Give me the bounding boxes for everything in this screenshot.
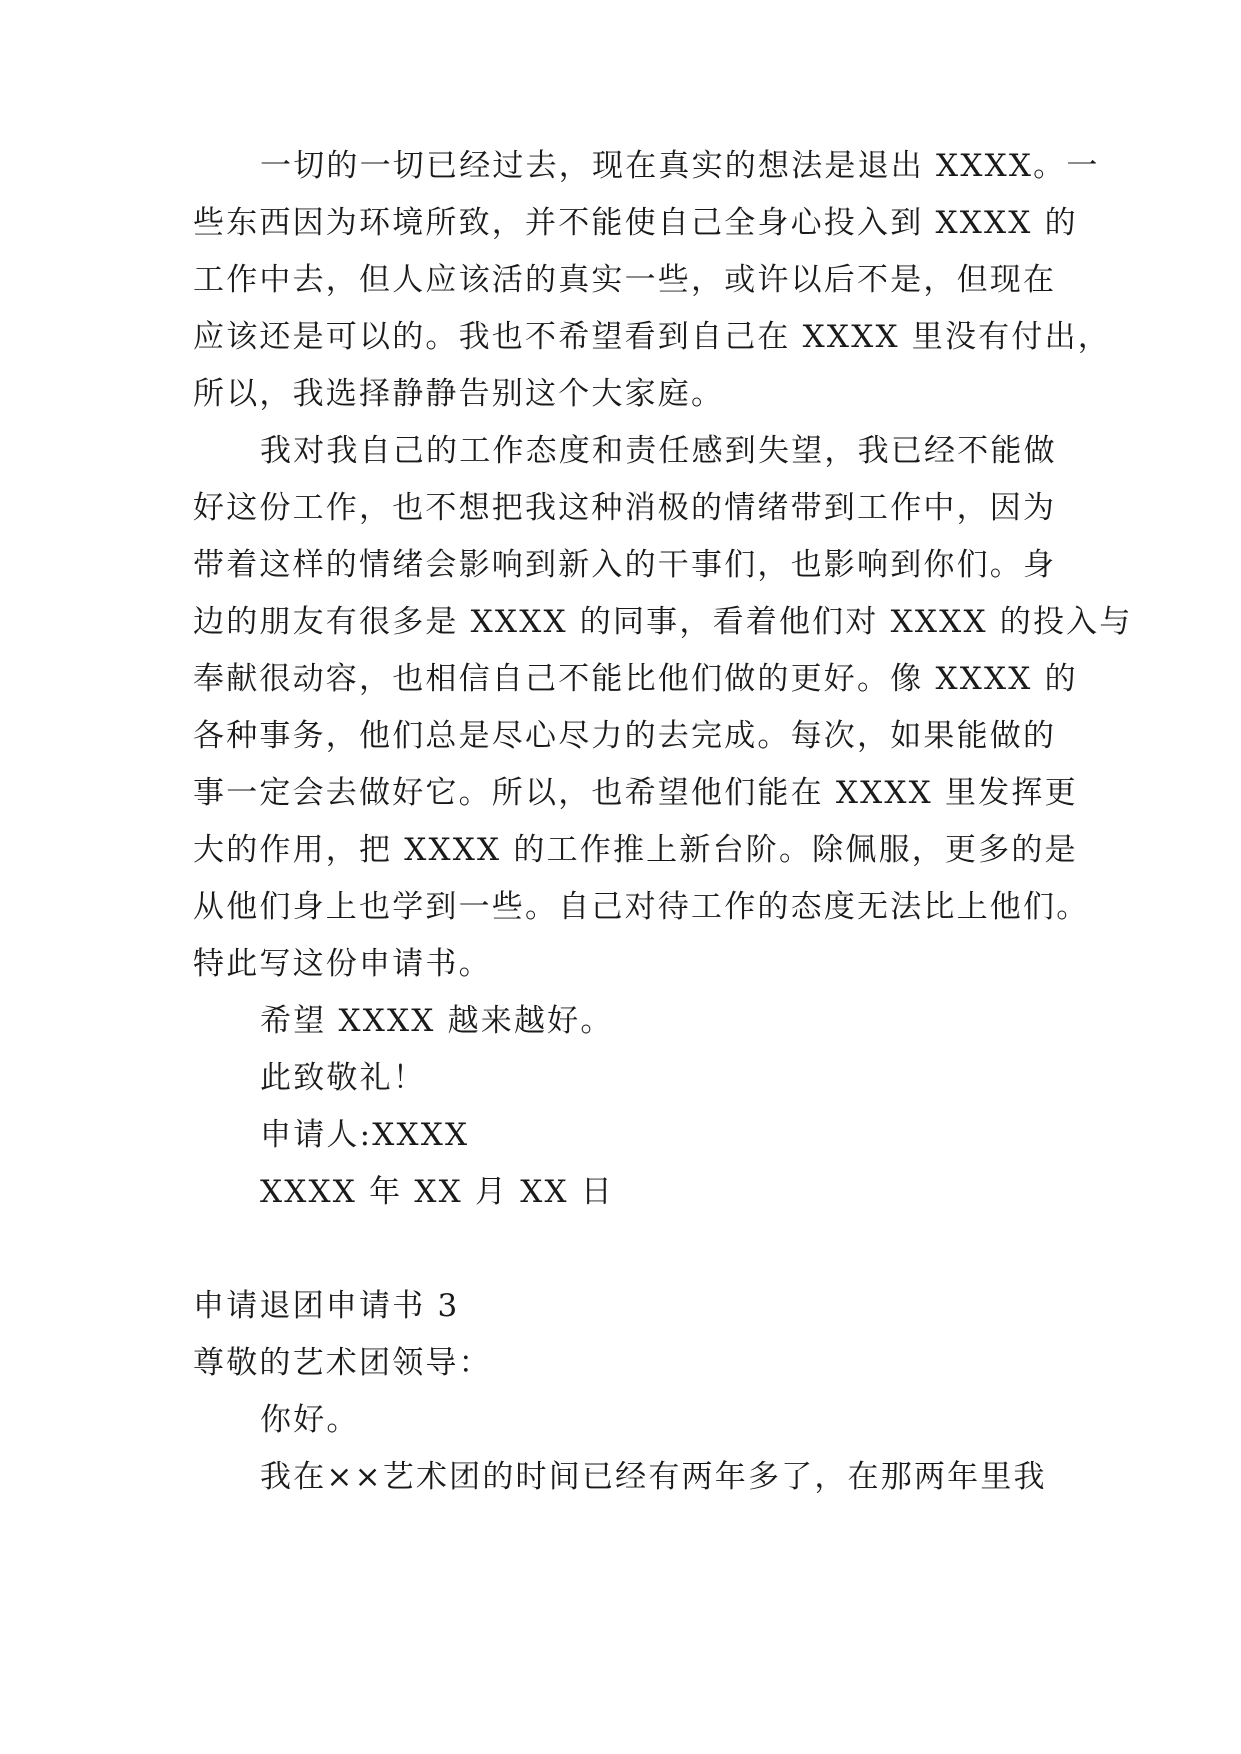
paragraph-1-line-4: 应该还是可以的。我也不希望看到自己在 XXXX 里没有付出， <box>193 319 1111 355</box>
section-3-first-line: 我在××艺术团的时间已经有两年多了，在那两年里我 <box>260 1459 1047 1495</box>
closing-wish: 希望 XXXX 越来越好。 <box>260 1003 614 1039</box>
paragraph-2-line-1: 我对我自己的工作态度和责任感到失望，我已经不能做 <box>260 433 1057 469</box>
paragraph-1-line-1: 一切的一切已经过去，现在真实的想法是退出 XXXX。一 <box>260 148 1100 184</box>
section-3-addressee: 尊敬的艺术团领导： <box>193 1345 492 1381</box>
paragraph-1-line-3: 工作中去，但人应该活的真实一些，或许以后不是，但现在 <box>193 262 1057 298</box>
section-3-greeting: 你好。 <box>260 1402 360 1438</box>
paragraph-2-line-4: 边的朋友有很多是 XXXX 的同事，看着他们对 XXXX 的投入与 <box>193 604 1133 640</box>
paragraph-2-line-5: 奉献很动容，也相信自己不能比他们做的更好。像 XXXX 的 <box>193 661 1078 697</box>
paragraph-2-line-9: 从他们身上也学到一些。自己对待工作的态度无法比上他们。 <box>193 889 1090 925</box>
paragraph-1-line-2: 些东西因为环境所致，并不能使自己全身心投入到 XXXX 的 <box>193 205 1078 241</box>
signature-date: XXXX 年 XX 月 XX 日 <box>260 1174 615 1210</box>
paragraph-2-line-7: 事一定会去做好它。所以，也希望他们能在 XXXX 里发挥更 <box>193 775 1078 811</box>
paragraph-2-line-8: 大的作用，把 XXXX 的工作推上新台阶。除佩服，更多的是 <box>193 832 1078 868</box>
closing-salutation: 此致敬礼！ <box>260 1060 426 1096</box>
section-3-title: 申请退团申请书 3 <box>193 1288 460 1324</box>
paragraph-1-line-5: 所以，我选择静静告别这个大家庭。 <box>193 376 725 412</box>
paragraph-2-line-6: 各种事务，他们总是尽心尽力的去完成。每次，如果能做的 <box>193 718 1057 754</box>
paragraph-2-line-10: 特此写这份申请书。 <box>193 946 492 982</box>
paragraph-2-line-2: 好这份工作，也不想把我这种消极的情绪带到工作中，因为 <box>193 490 1057 526</box>
paragraph-2-line-3: 带着这样的情绪会影响到新入的干事们，也影响到你们。身 <box>193 547 1057 583</box>
applicant-signature: 申请人:XXXX <box>260 1117 470 1153</box>
